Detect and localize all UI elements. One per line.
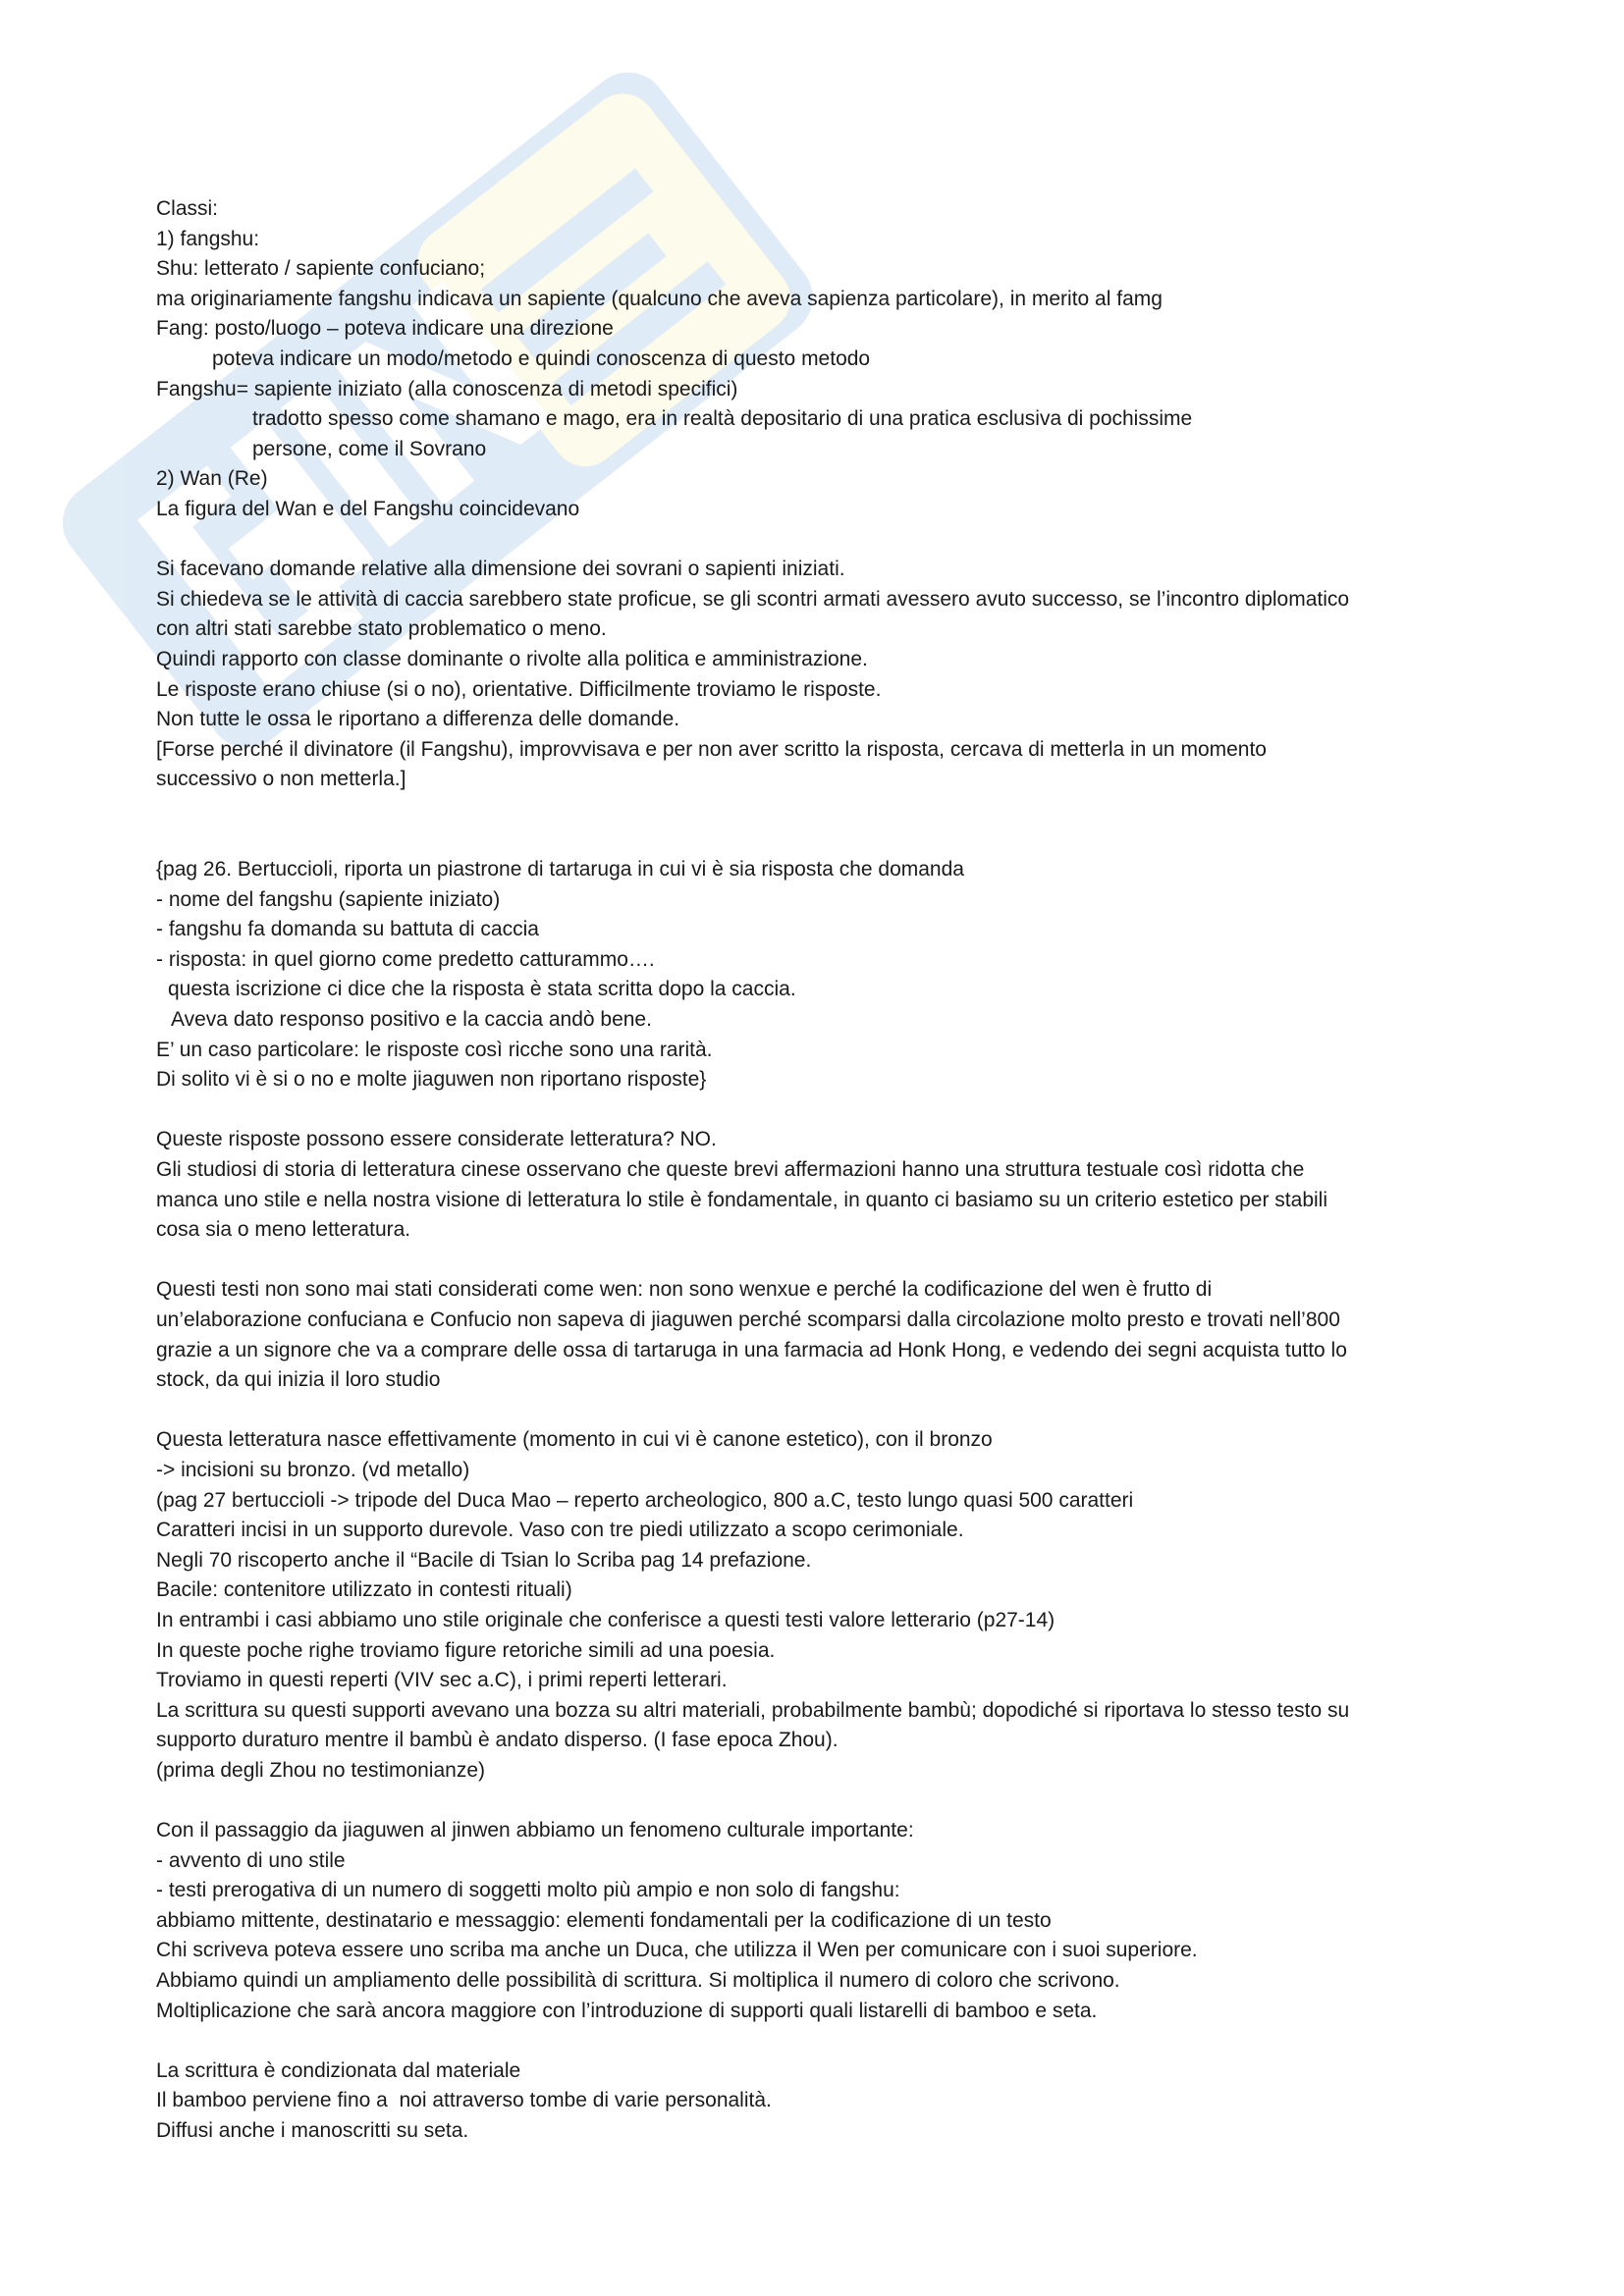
text-line: tradotto spesso come shamano e mago, era in realtà depositario di una pratica esclusiva di pochissime: [252, 407, 1193, 431]
blank-line: [156, 1095, 1511, 1126]
text-line: grazie a un signore che va a comprare delle ossa di tartaruga in una farmacia ad Honk Hong, e vedendo dei segni acquista tutto lo: [156, 1338, 1347, 1362]
text-line: stock, da qui inizia il loro studio: [156, 1368, 441, 1392]
text-line: - risposta: in quel giorno come predetto catturammo….: [156, 947, 655, 971]
text-line: Questi testi non sono mai stati considerati come wen: non sono wenxue e perché la codificazione del wen è frutto di: [156, 1278, 1213, 1302]
text-line: Troviamo in questi reperti (VIV sec a.C), i primi reperti letterari.: [156, 1669, 728, 1692]
document-page: [156, 194, 1511, 2147]
text-line: poteva indicare un modo/metodo e quindi conoscenza di questo metodo: [212, 347, 871, 370]
text-line: Aveva dato responso positivo e la caccia andò bene.: [171, 1008, 652, 1032]
text-line: Classi:: [156, 197, 219, 220]
text-line: Shu: letterato / sapiente confuciano;: [156, 257, 486, 281]
text-line: [Forse perché il divinatore (il Fangshu), improvvisava e per non aver scritto la risposta, cercava di metterla in un momento: [156, 737, 1267, 761]
blank-line: [156, 1246, 1511, 1276]
text-line: cosa sia o meno letteratura.: [156, 1218, 411, 1242]
text-line: Di solito vi è si o no e molte jiaguwen non riportano risposte}: [156, 1068, 707, 1092]
text-line: Quindi rapporto con classe dominante o rivolte alla politica e amministrazione.: [156, 647, 868, 670]
text-line: In entrambi i casi abbiamo uno stile originale che conferisce a questi testi valore letterario (p27-14): [156, 1608, 1056, 1631]
text-line: Caratteri incisi in un supporto durevole. Vaso con tre piedi utilizzato a scopo cerimoniale.: [156, 1519, 964, 1542]
text-line: questa iscrizione ci dice che la risposta è stata scritta dopo la caccia.: [168, 978, 796, 1001]
blank-line: [156, 795, 1511, 826]
text-line: Chi scriveva poteva essere uno scriba ma anche un Duca, che utilizza il Wen per comunicare con i suoi superiore.: [156, 1939, 1198, 1962]
text-line: 1) fangshu:: [156, 227, 260, 250]
text-line: con altri stati sarebbe stato problematico o meno.: [156, 617, 607, 641]
blank-line: [156, 1396, 1511, 1426]
text-line: In queste poche righe troviamo figure retoriche simili ad una poesia.: [156, 1638, 776, 1662]
text-line: - testi prerogativa di un numero di soggetti molto più ampio e non solo di fangshu:: [156, 1879, 900, 1902]
text-line: Fang: posto/luogo – poteva indicare una direzione: [156, 317, 614, 341]
text-line: successivo o non metterla.]: [156, 768, 406, 791]
text-line: abbiamo mittente, destinatario e messaggio: elementi fondamentali per la codificazione di un testo: [156, 1908, 1052, 1932]
text-line: Gli studiosi di storia di letteratura cinese osservano che queste brevi affermazioni hanno una struttura testuale così ridotta che: [156, 1158, 1305, 1181]
text-line: La figura del Wan e del Fangshu coincidevano: [156, 497, 580, 520]
text-line: manca uno stile e nella nostra visione di letteratura lo stile è fondamentale, in quanto ci basiamo su un criterio estetico per stabili: [156, 1188, 1327, 1211]
text-line: persone, come il Sovrano: [252, 437, 487, 460]
text-line: La scrittura su questi supporti avevano una bozza su altri materiali, probabilmente bambù; dopodiché si riportava lo stesso testo su: [156, 1698, 1350, 1722]
text-line: - nome del fangshu (sapiente iniziato): [156, 887, 501, 911]
text-line: {pag 26. Bertuccioli, riporta un piastrone di tartaruga in cui vi è sia risposta che domanda: [156, 858, 964, 881]
text-line: Con il passaggio da jiaguwen al jinwen abbiamo un fenomeno culturale importante:: [156, 1819, 914, 1842]
text-line: Si chiedeva se le attività di caccia sarebbero state proficue, se gli scontri armati avessero avuto successo, se l’incontro diplomatico: [156, 587, 1350, 611]
text-line: Non tutte le ossa le riportano a differenza delle domande.: [156, 708, 680, 731]
text-line: supporto duraturo mentre il bambù è andato disperso. (I fase epoca Zhou).: [156, 1729, 839, 1752]
text-line: Le risposte erano chiuse (si o no), orientative. Difficilmente troviamo le risposte.: [156, 677, 882, 701]
blank-line: [156, 825, 1511, 855]
text-line: - avvento di uno stile: [156, 1848, 346, 1872]
text-line: (pag 27 bertuccioli -> tripode del Duca Mao – reperto archeologico, 800 a.C, testo lungo quasi 500 caratteri: [156, 1488, 1134, 1512]
text-line: Moltiplicazione che sarà ancora maggiore con l’introduzione di supporti quali listarelli di bamboo e seta.: [156, 1999, 1098, 2022]
text-line: La scrittura è condizionata dal materiale: [156, 2058, 521, 2082]
text-line: E’ un caso particolare: le risposte così ricche sono una rarità.: [156, 1038, 713, 1061]
text-line: un’elaborazione confuciana e Confucio non sapeva di jiaguwen perché scomparsi dalla circolazione molto presto e trovati nell’800: [156, 1308, 1340, 1331]
text-line: Bacile: contenitore utilizzato in contesti rituali): [156, 1578, 572, 1602]
text-line: -> incisioni su bronzo. (vd metallo): [156, 1458, 470, 1481]
text-line: 2) Wan (Re): [156, 467, 268, 491]
text-line: Abbiamo quindi un ampliamento delle possibilità di scrittura. Si moltiplica il numero di coloro che scrivono.: [156, 1969, 1120, 1993]
text-line: - fangshu fa domanda su battuta di caccia: [156, 918, 539, 941]
text-line: Negli 70 riscoperto anche il “Bacile di Tsian lo Scriba pag 14 prefazione.: [156, 1548, 812, 1572]
text-line: Queste risposte possono essere considerate letteratura? NO.: [156, 1128, 717, 1151]
text-line: Il bamboo perviene fino a noi attraverso tombe di varie personalità.: [156, 2089, 772, 2112]
text-line: Diffusi anche i manoscritti su seta.: [156, 2119, 469, 2142]
text-line: (prima degli Zhou no testimonianze): [156, 1758, 485, 1782]
text-line: ma originariamente fangshu indicava un sapiente (qualcuno che aveva sapienza particolare), in merito al famg: [156, 287, 1163, 310]
text-line: Fangshu= sapiente iniziato (alla conoscenza di metodi specifici): [156, 377, 738, 400]
text-line: Questa letteratura nasce effettivamente (momento in cui vi è canone estetico), con il bronzo: [156, 1428, 993, 1452]
text-line: Si facevano domande relative alla dimensione dei sovrani o sapienti iniziati.: [156, 558, 845, 581]
blank-line: [156, 525, 1511, 556]
blank-line: [156, 2026, 1511, 2056]
blank-line: [156, 1786, 1511, 1816]
